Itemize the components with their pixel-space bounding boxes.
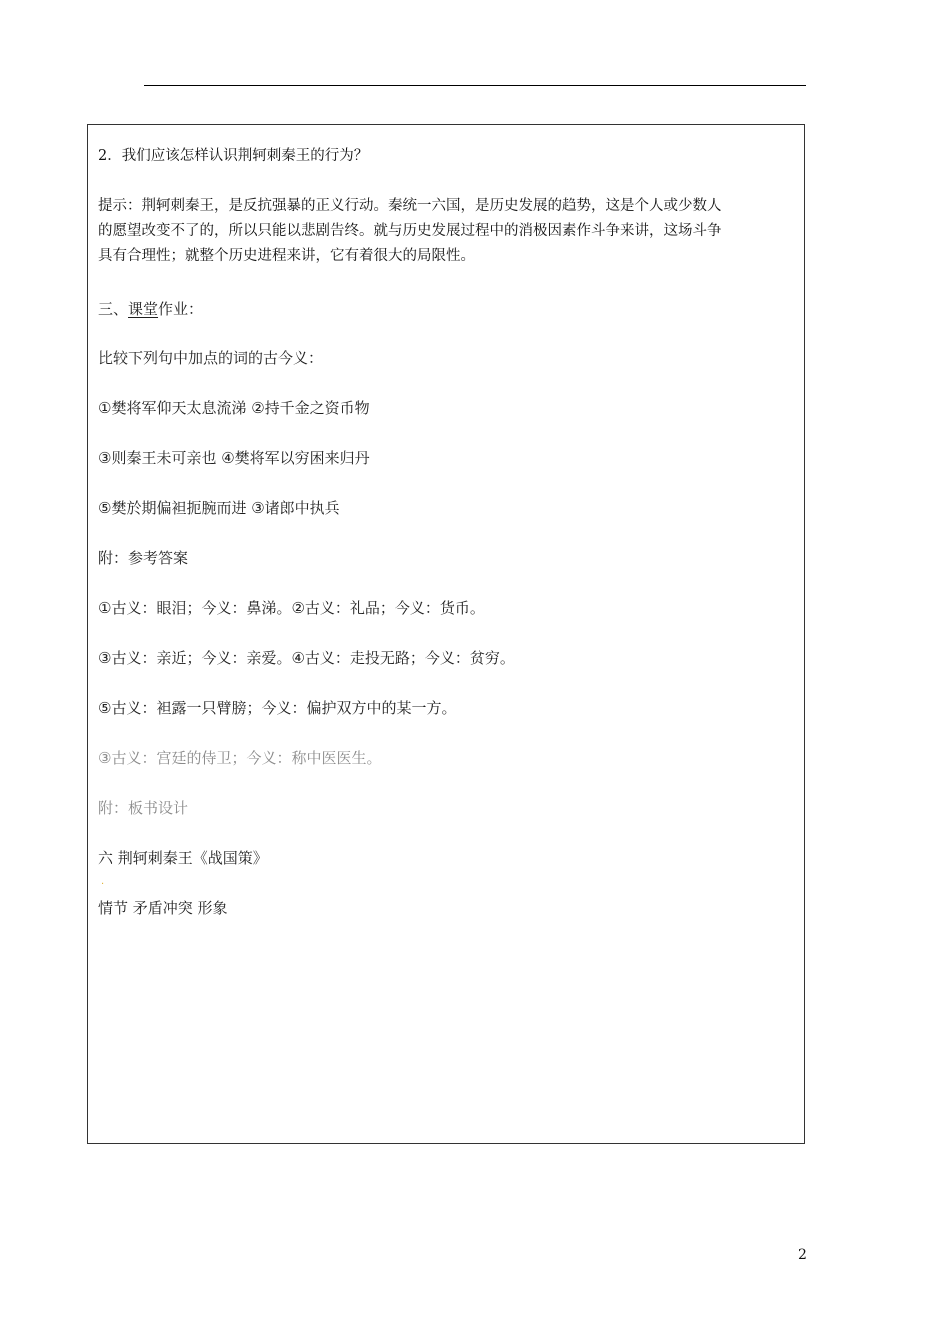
board-row: 情节 矛盾冲突 形象 [98, 899, 228, 917]
section-prefix: 三、 [98, 300, 129, 318]
hint-line: 提示：荆轲刺秦王，是反抗强暴的正义行动。秦统一六国，是历史发展的趋势，这是个人或少数人 [98, 198, 722, 214]
answer-line: ③古义：宫廷的侍卫；今义：称中医医生。 [98, 749, 382, 767]
content-box [87, 124, 805, 1144]
hint-line: 具有合理性；就整个历史进程来讲，它有着很大的局限性。 [98, 248, 475, 264]
answer-line: ⑤古义：袒露一只臂膀；今义：偏护双方中的某一方。 [98, 699, 457, 717]
section-underlined: 课堂 [128, 300, 159, 318]
hint-line: 的愿望改变不了的，所以只能以悲剧告终。就与历史发展过程中的消极因素作斗争来讲，这场斗争 [98, 223, 722, 239]
exercise-item: ⑤樊於期偏袒扼腕而进 ③诸郎中执兵 [98, 499, 340, 517]
hint-paragraph [98, 194, 798, 269]
header-rule [144, 85, 806, 86]
page-number: 2 [798, 1247, 807, 1263]
stray-mark: · [101, 879, 105, 890]
exercise-item: ③则秦王未可亲也 ④樊将军以穷困来归丹 [98, 449, 370, 467]
section-suffix: 作业： [158, 300, 204, 318]
section-heading [98, 299, 203, 319]
board-heading: 附：板书设计 [98, 799, 189, 817]
answer-line: ③古义：亲近；今义：亲爱。④古义：走投无路；今义：贫穷。 [98, 649, 515, 667]
question-text: 2．我们应该怎样认识荆轲刺秦王的行为？ [98, 148, 369, 164]
instruction-text: 比较下列句中加点的词的古今义： [98, 349, 324, 367]
answer-line: ①古义：眼泪；今义：鼻涕。②古义：礼品；今义：货币。 [98, 599, 485, 617]
board-title: 六 荆轲刺秦王《战国策》 [98, 849, 268, 867]
exercise-item: ①樊将军仰天太息流涕 ②持千金之资币物 [98, 399, 370, 417]
answer-heading: 附：参考答案 [98, 549, 189, 567]
